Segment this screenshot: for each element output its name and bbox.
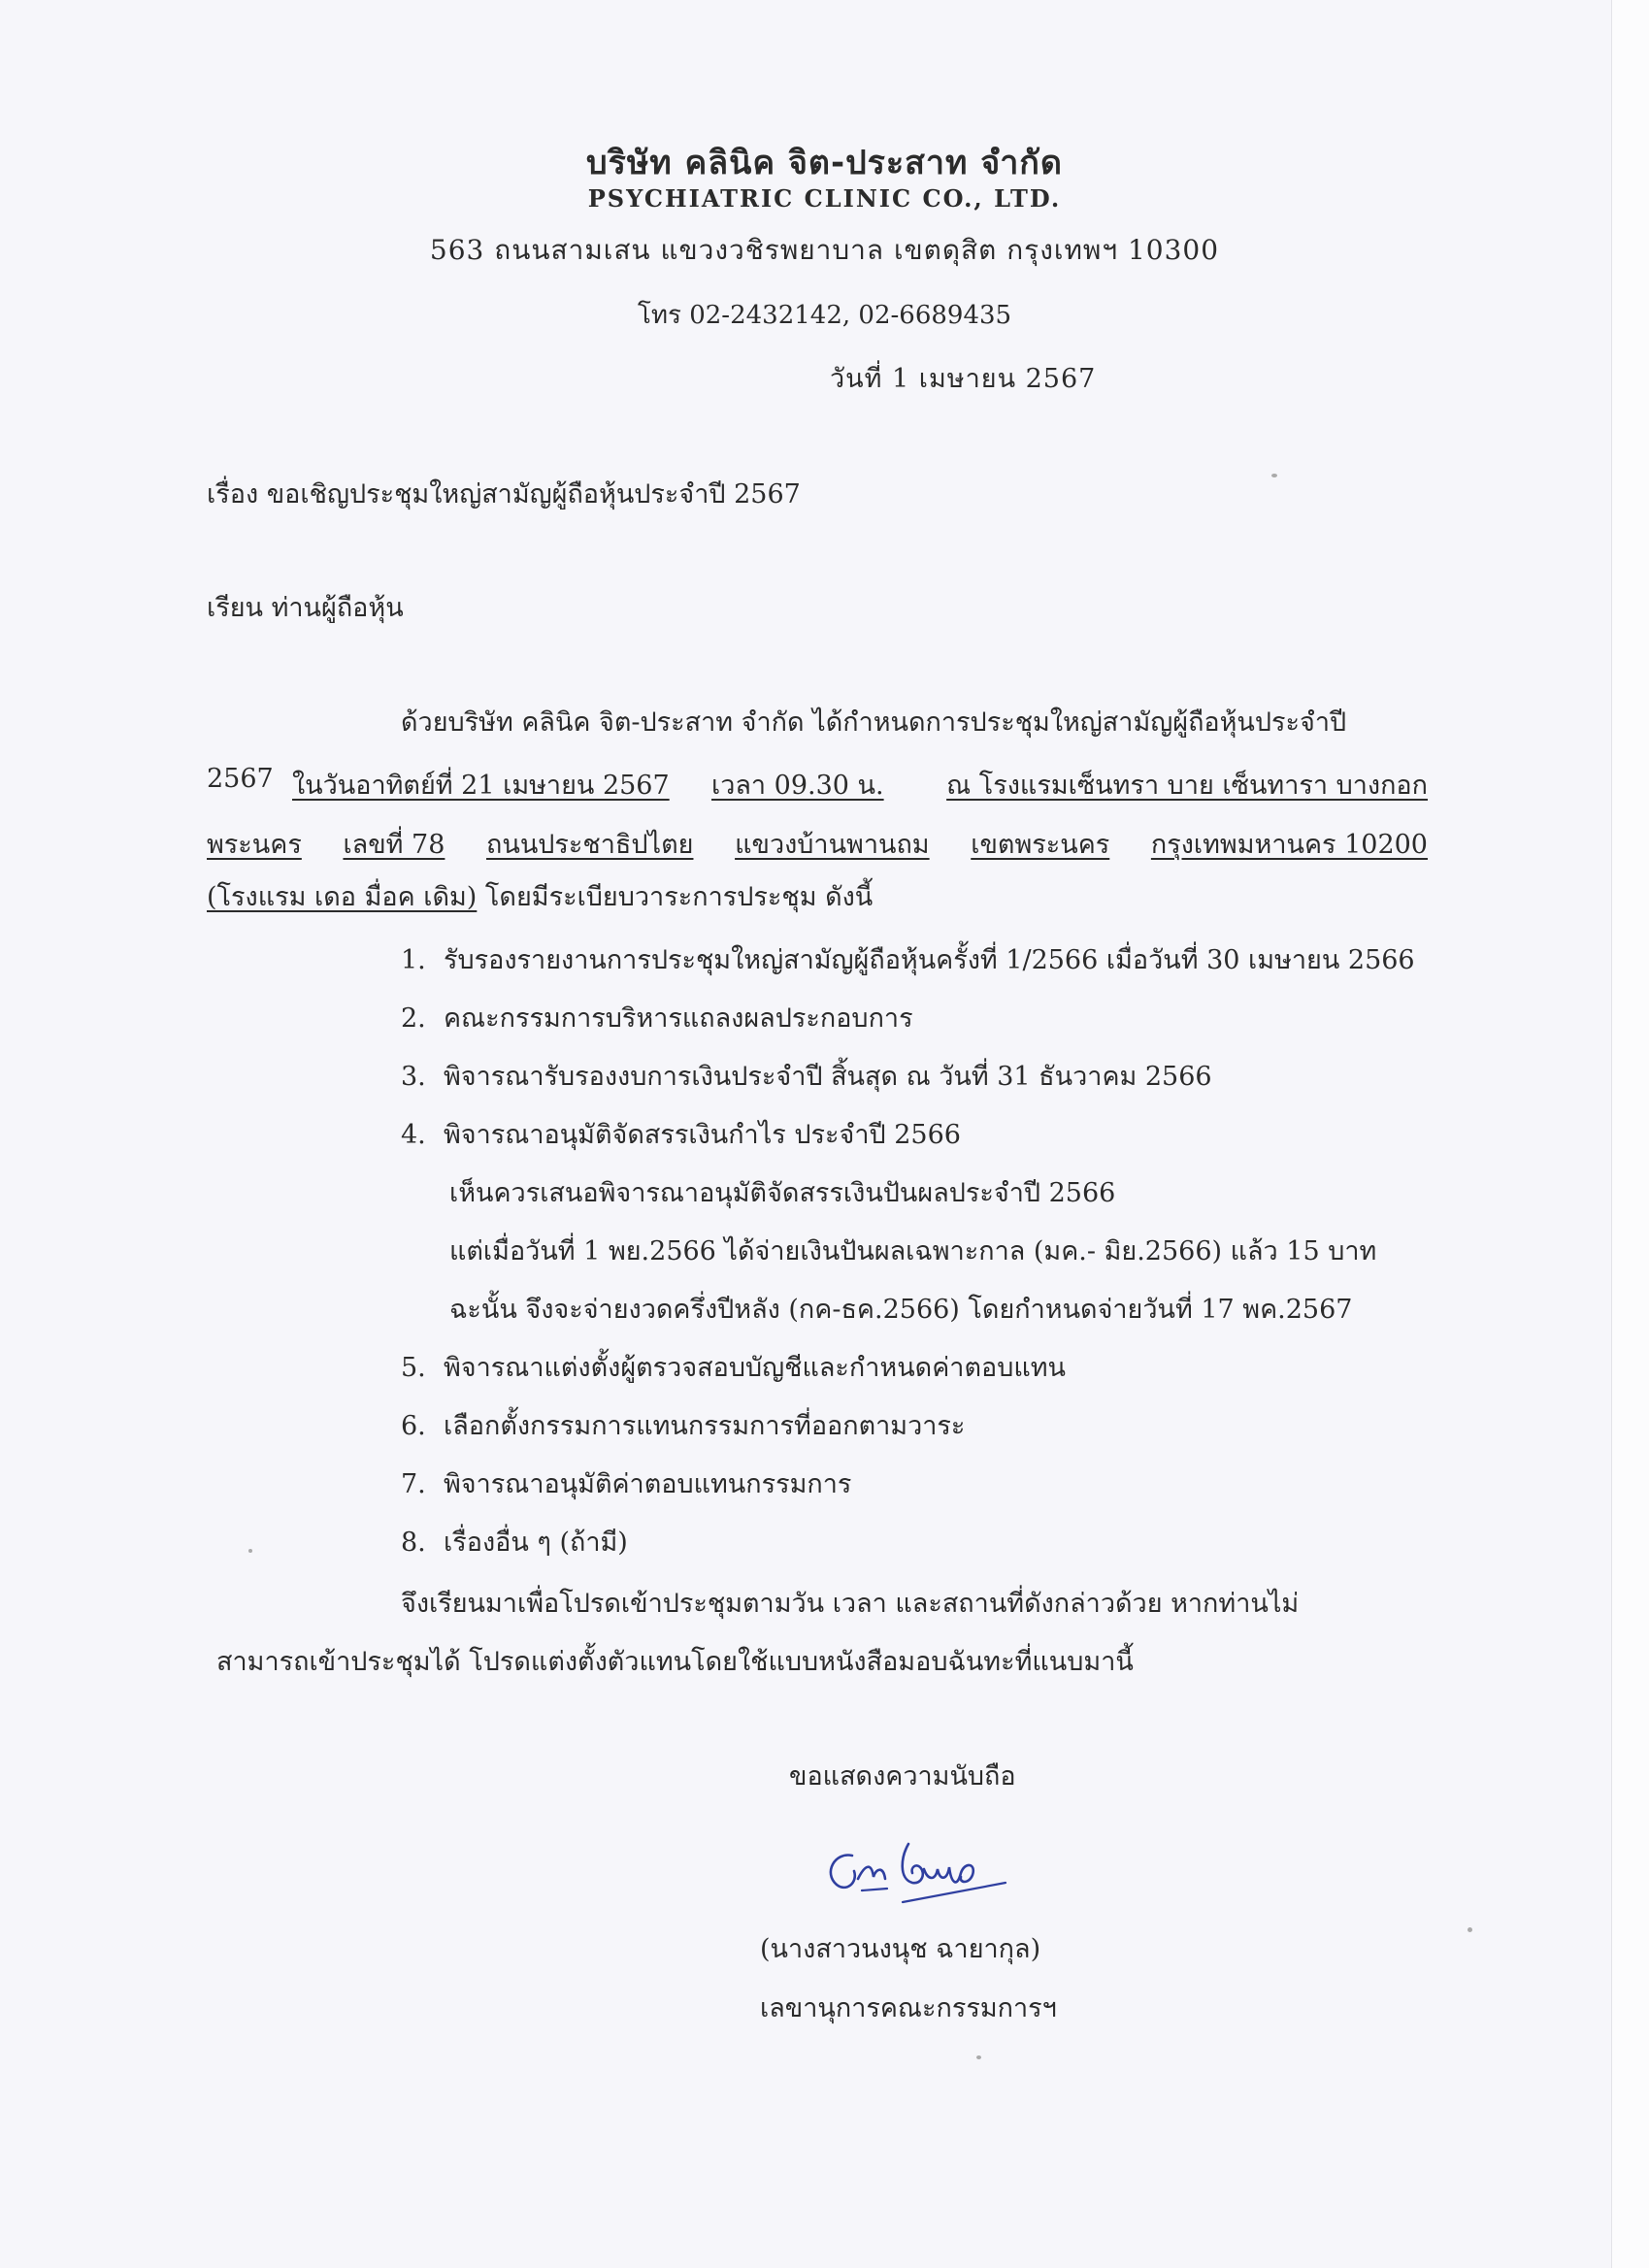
agenda-item: 6. เลือกตั้งกรรมการแทนกรรมการที่ออกตามวาระ [401,1411,966,1441]
body-paragraph-line-3 [207,823,1428,865]
company-phone: โทร 02-2432142, 02-6689435 [637,301,1012,330]
agenda-item: 1. รับรองรายงานการประชุมใหญ่สามัญผู้ถือหุ้นครั้งที่ 1/2566 เมื่อวันที่ 30 เมษายน 2566 [401,945,1415,975]
agenda-item: 4. พิจารณาอนุมัติจัดสรรเงินกำไร ประจำปี 2566 [401,1120,961,1150]
agenda-item: 7. พิจารณาอนุมัติค่าตอบแทนกรรมการ [401,1469,852,1499]
signature-image [815,1834,1019,1912]
agenda-item: 3. พิจารณารับรองงบการเงินประจำปี สิ้นสุด ณ วันที่ 31 ธันวาคม 2566 [401,1062,1212,1092]
meeting-venue: ณ โรงแรมเซ็นทรา บาย เซ็นทารา บางกอก [946,771,1428,801]
scan-speck [1271,474,1277,477]
letter-date: วันที่ 1 เมษายน 2567 [830,364,1097,394]
agenda-intro: โดยมีระเบียบวาระการประชุม ดังนี้ [477,882,874,912]
company-address: 563 ถนนสามเสน แขวงวชิรพยาบาล เขตดุสิต กรุงเทพฯ 10300 [429,234,1220,266]
body-year: 2567 [207,764,274,794]
agenda-item: 2. คณะกรรมการบริหารแถลงผลประกอบการ [401,1003,913,1034]
meeting-date: ในวันอาทิตย์ที่ 21 เมษายน 2567 [292,771,670,801]
agenda-4-note: เห็นควรเสนอพิจารณาอนุมัติจัดสรรเงินปันผลประจำปี 2566 [449,1178,1116,1208]
closing-regards: ขอแสดงความนับถือ [789,1761,1016,1791]
agenda-item: 5. พิจารณาแต่งตั้งผู้ตรวจสอบบัญชีและกำหนดค่าตอบแทน [401,1353,1066,1383]
venue-address-part: ถนนประชาธิปไตย [486,830,694,860]
signer-name: (นางสาวนงนุช ฉายากุล) [760,1934,1041,1964]
letter-subject: เรื่อง ขอเชิญประชุมใหญ่สามัญผู้ถือหุ้นประจำปี 2567 [207,479,801,509]
agenda-4-note: แต่เมื่อวันที่ 1 พย.2566 ได้จ่ายเงินปันผลเฉพาะกาล (มค.- มิย.2566) แล้ว 15 บาท [449,1236,1377,1266]
body-paragraph-line-2 [207,764,1428,801]
venue-address-part: เขตพระนคร [971,830,1110,860]
scan-speck [976,2055,981,2059]
venue-former-name: (โรงแรม เดอ มื่อค เดิม) [207,882,478,912]
closing-line-2: สามารถเข้าประชุมได้ โปรดแต่งตั้งตัวแทนโดยใช้แบบหนังสือมอบฉันทะที่แนบมานี้ [216,1647,1134,1677]
signer-title: เลขานุการคณะกรรมการฯ [760,1993,1057,2023]
company-name-english: PSYCHIATRIC CLINIC CO., LTD. [587,184,1062,213]
company-name-thai: บริษัท คลินิค จิต-ประสาท จำกัด [586,144,1063,182]
venue-address-part: เลขที่ 78 [343,830,445,860]
meeting-time: เวลา 09.30 น. [711,771,884,801]
body-paragraph-line-1: ด้วยบริษัท คลินิค จิต-ประสาท จำกัด ได้กำหนดการประชุมใหญ่สามัญผู้ถือหุ้นประจำปี [401,707,1347,738]
closing-line-1: จึงเรียนมาเพื่อโปรดเข้าประชุมตามวัน เวลา และสถานที่ดังกล่าวด้วย หากท่านไม่ [401,1589,1300,1619]
agenda-4-note: ฉะนั้น จึงจะจ่ายงวดครึ่งปีหลัง (กค-ธค.2566) โดยกำหนดจ่ายวันที่ 17 พค.2567 [449,1295,1353,1325]
scan-speck [248,1549,252,1553]
body-paragraph-line-4 [207,875,873,917]
scan-speck [1468,1927,1472,1932]
venue-address-part: แขวงบ้านพานถม [735,830,930,860]
letter-salutation: เรียน ท่านผู้ถือหุ้น [207,593,404,623]
agenda-item: 8. เรื่องอื่น ๆ (ถ้ามี) [401,1528,628,1558]
scan-edge [1611,0,1649,2268]
venue-address-part: พระนคร [207,830,302,860]
venue-address-part: กรุงเทพมหานคร 10200 [1150,830,1428,860]
